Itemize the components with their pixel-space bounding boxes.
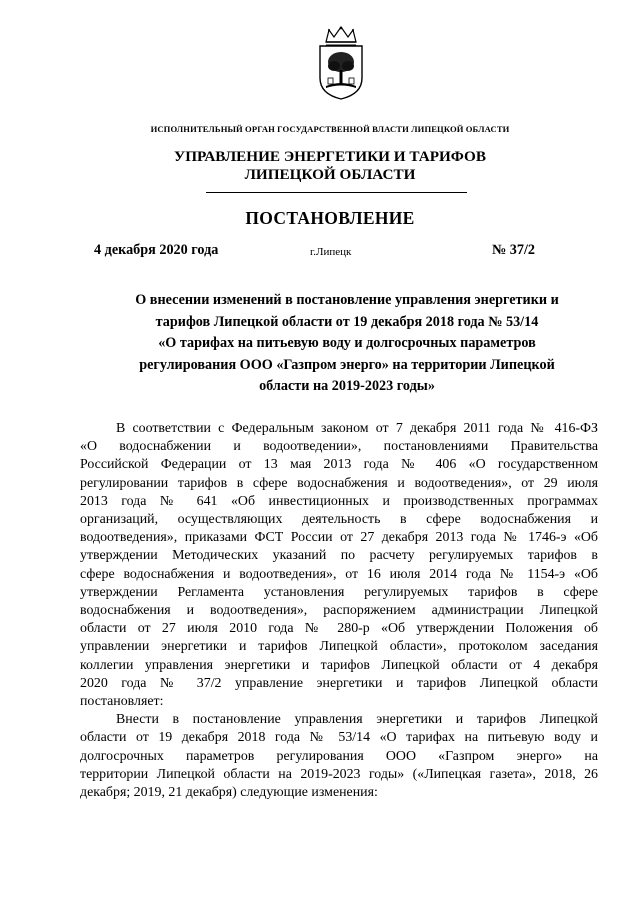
body-line: управлении энергетики и тарифов Липецкой области», протоколом заседания bbox=[80, 639, 598, 655]
body-line: «О водоснабжении и водоотведении», постановлениями Правительства bbox=[80, 439, 598, 455]
document-type: ПОСТАНОВЛЕНИЕ bbox=[245, 208, 415, 228]
subject-line: «О тарифах на питьевую воду и долгосрочных параметров bbox=[158, 335, 536, 351]
body-line: В соответствии с Федеральным законом от 7 декабря 2011 года № 416-ФЗ bbox=[116, 421, 598, 436]
body-line: долгосрочных параметров регулирования ООО «Газпром энерго» на bbox=[80, 748, 598, 764]
coat-of-arms-icon bbox=[316, 26, 366, 100]
body-line: сфере водоснабжения и водоотведения», от 16 июля 2014 года № 1154-э «Об bbox=[80, 566, 598, 582]
document-date: 4 декабря 2020 года bbox=[94, 242, 219, 258]
body-line: декабря; 2019, 21 декабря) следующие изменения: bbox=[80, 785, 378, 801]
body-line: 2020 года № 37/2 управление энергетики и тарифов Липецкой области bbox=[80, 675, 598, 691]
body-line: водоотведения», приказами ФСТ России от 27 декабря 2013 года № 1746-э «Об bbox=[80, 530, 598, 546]
body-line: Российской Федерации от 13 мая 2013 года № 406 «О государственном bbox=[80, 457, 598, 473]
document-number: № 37/2 bbox=[492, 242, 536, 258]
subject-line: области на 2019-2023 годы» bbox=[259, 378, 435, 394]
body-line: постановляет: bbox=[80, 694, 164, 710]
body-line: утверждении Методических указаний по расчету регулируемых тарифов в bbox=[80, 548, 598, 564]
subject-line: регулирования ООО «Газпром энерго» на территории Липецкой bbox=[139, 356, 555, 373]
document-body bbox=[80, 420, 598, 802]
body-line: области от 19 декабря 2018 года № 53/14 «О тарифах на питьевую воду и bbox=[80, 730, 598, 746]
body-line: 2013 года № 641 «Об инвестиционных и производственных программах bbox=[80, 493, 598, 509]
body-line: области от 27 июля 2010 года № 280-р «Об утверждении Положения об bbox=[80, 621, 598, 637]
department-title bbox=[0, 148, 640, 184]
body-line: коллегии управления энергетики и тарифов Липецкой области от 4 декабря bbox=[80, 657, 598, 673]
body-line: водоснабжения и водоотведения», распоряжением администрации Липецкой bbox=[80, 603, 598, 619]
document-city: г.Липецк bbox=[310, 246, 352, 258]
authority-name: ИСПОЛНИТЕЛЬНЫЙ ОРГАН ГОСУДАРСТВЕННОЙ ВЛАСТИ ЛИПЕЦКОЙ ОБЛАСТИ bbox=[150, 124, 510, 134]
header-divider bbox=[206, 192, 467, 193]
body-line: Внести в постановление управления энергетики и тарифов Липецкой bbox=[116, 712, 598, 728]
body-line: утверждении Регламента установления регулируемых тарифов в сфере bbox=[80, 584, 598, 600]
department-title-line-1: УПРАВЛЕНИЕ ЭНЕРГЕТИКИ И ТАРИФОВ bbox=[174, 148, 486, 165]
body-line: территории Липецкой области на 2019-2023 годы» («Липецкая газета», 2018, 26 bbox=[80, 766, 598, 782]
body-line: организаций, осуществляющих деятельность в сфере водоснабжения и bbox=[80, 512, 598, 528]
subject-line: тарифов Липецкой области от 19 декабря 2018 года № 53/14 bbox=[155, 313, 539, 330]
subject-line: О внесении изменений в постановление управления энергетики и bbox=[135, 292, 559, 308]
body-line: регулировании тарифов в сфере водоснабжения и водоотведения», от 29 июля bbox=[80, 475, 598, 491]
document-subject bbox=[96, 290, 598, 398]
department-title-line-2: ЛИПЕЦКОЙ ОБЛАСТИ bbox=[244, 166, 416, 183]
